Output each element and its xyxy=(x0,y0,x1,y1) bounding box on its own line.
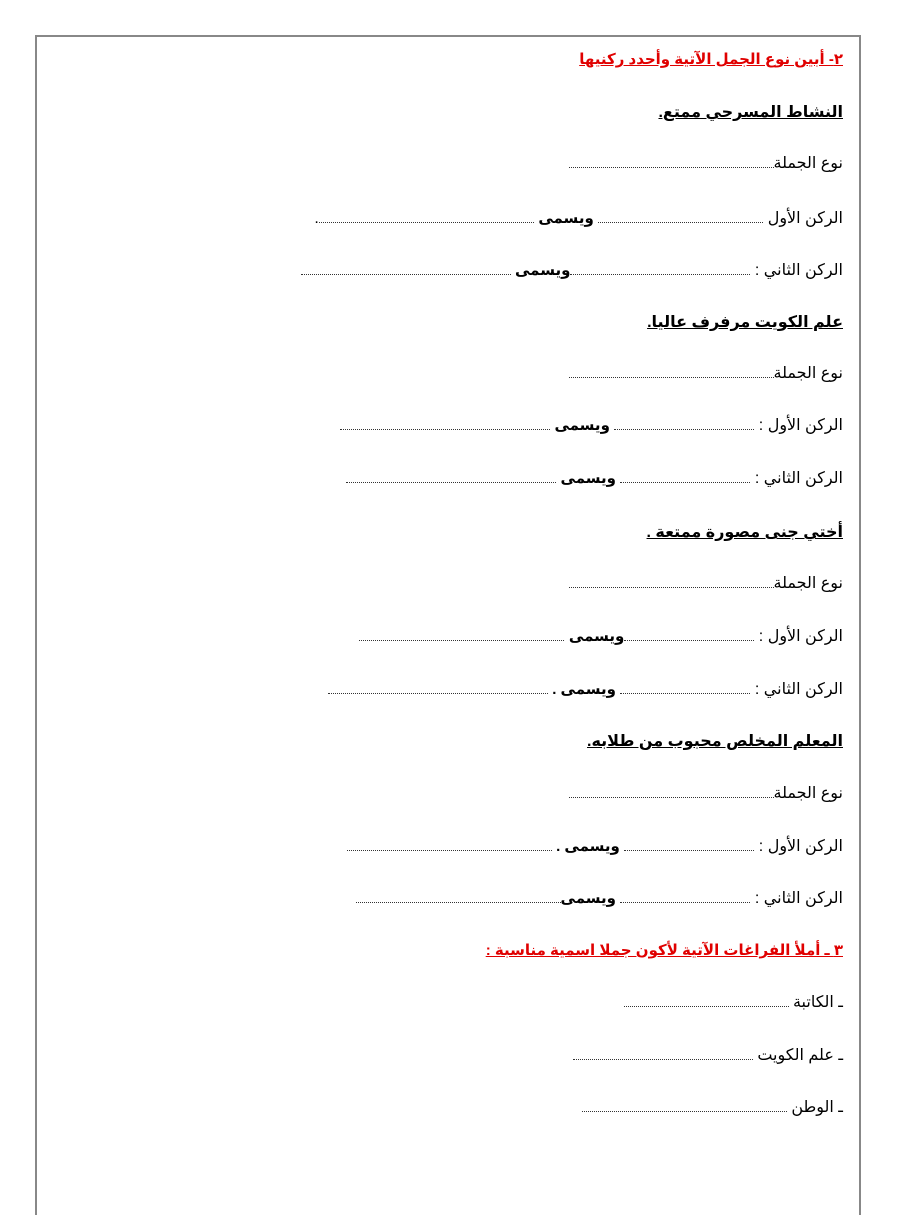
s4-first-blank[interactable] xyxy=(624,836,754,851)
s2-second-row xyxy=(346,468,843,489)
s3-first-blank[interactable] xyxy=(624,626,754,641)
s3-second-name-blank[interactable] xyxy=(328,679,548,694)
first-label: الركن الأول : xyxy=(758,838,843,855)
item-label: ـ الوطن xyxy=(791,1099,843,1116)
s4-second-row xyxy=(356,888,843,909)
second-label: الركن الثاني : xyxy=(754,470,843,487)
s2-second-blank[interactable] xyxy=(620,468,750,483)
s1-second-row xyxy=(301,260,843,281)
s3-first-name-blank[interactable] xyxy=(359,626,564,641)
s4-type-blank[interactable] xyxy=(569,783,774,798)
s1-first-blank[interactable] xyxy=(598,208,763,223)
s4-second-blank[interactable] xyxy=(620,888,750,903)
s1-type-row xyxy=(569,153,843,174)
s3-second-row xyxy=(328,679,843,700)
s1-type-blank[interactable] xyxy=(569,153,774,168)
s2-first-name-blank[interactable] xyxy=(340,415,550,430)
s1-first-name-blank[interactable] xyxy=(319,208,534,223)
called-label: ويسمى xyxy=(560,470,616,487)
called-label: ويسمى xyxy=(515,262,571,279)
s2-second-name-blank[interactable] xyxy=(346,468,556,483)
first-label: الركن الأول : xyxy=(758,417,843,434)
s1-second-blank[interactable] xyxy=(570,260,750,275)
s3-type-blank[interactable] xyxy=(569,573,774,588)
second-label: الركن الثاني : xyxy=(754,262,843,279)
q3-heading: ٣ ـ أملأ الفراغات الآتية لأكون جملا اسمية مناسبة : xyxy=(485,942,843,959)
q3-blank-3[interactable] xyxy=(582,1097,787,1112)
s2-first-blank[interactable] xyxy=(614,415,754,430)
type-label: نوع الجملة xyxy=(773,365,843,382)
q3-blank-2[interactable] xyxy=(573,1045,753,1060)
called-label: ويسمى xyxy=(538,210,594,227)
end-dot: . xyxy=(314,210,319,227)
item-label: ـ الكاتبة xyxy=(792,994,843,1011)
s3-type-row xyxy=(569,573,843,594)
called-label: ويسمى xyxy=(568,628,625,645)
s2-type-blank[interactable] xyxy=(569,363,774,378)
s4-first-name-blank[interactable] xyxy=(347,836,552,851)
s3-second-blank[interactable] xyxy=(620,679,750,694)
sentence-4: المعلم المخلص محبوب من طلابه. xyxy=(587,733,843,750)
sentence-1: النشاط المسرحي ممتع. xyxy=(658,104,843,121)
called-label: ويسمى . xyxy=(556,838,620,855)
second-label: الركن الثاني : xyxy=(754,681,843,698)
s1-second-name-blank[interactable] xyxy=(301,260,511,275)
s4-type-row xyxy=(569,783,843,804)
q3-item-2 xyxy=(573,1045,843,1066)
s2-first-row xyxy=(340,415,843,436)
q3-item-1 xyxy=(624,992,843,1013)
called-label: ويسمى . xyxy=(552,681,616,698)
sentence-2: علم الكويت مرفرف عاليا. xyxy=(647,314,843,331)
s3-first-row xyxy=(359,626,843,647)
s1-first-row xyxy=(314,208,843,229)
item-label: ـ علم الكويت xyxy=(757,1047,843,1064)
q3-item-3 xyxy=(582,1097,843,1118)
type-label: نوع الجملة xyxy=(773,785,843,802)
second-label: الركن الثاني : xyxy=(754,890,843,907)
first-label: الركن الأول xyxy=(767,210,843,227)
s4-second-name-blank[interactable] xyxy=(356,888,561,903)
type-label: نوع الجملة xyxy=(773,155,843,172)
q2-heading: ٢- أبين نوع الجمل الآتية وأحدد ركنيها xyxy=(579,51,843,68)
called-label: ويسمى xyxy=(560,890,616,907)
q3-blank-1[interactable] xyxy=(624,992,789,1007)
first-label: الركن الأول : xyxy=(758,628,843,645)
called-label: ويسمى xyxy=(554,417,610,434)
sentence-3: أختي جنى مصورة ممتعة . xyxy=(646,524,843,541)
s4-first-row xyxy=(347,836,843,857)
type-label: نوع الجملة xyxy=(773,575,843,592)
s2-type-row xyxy=(569,363,843,384)
